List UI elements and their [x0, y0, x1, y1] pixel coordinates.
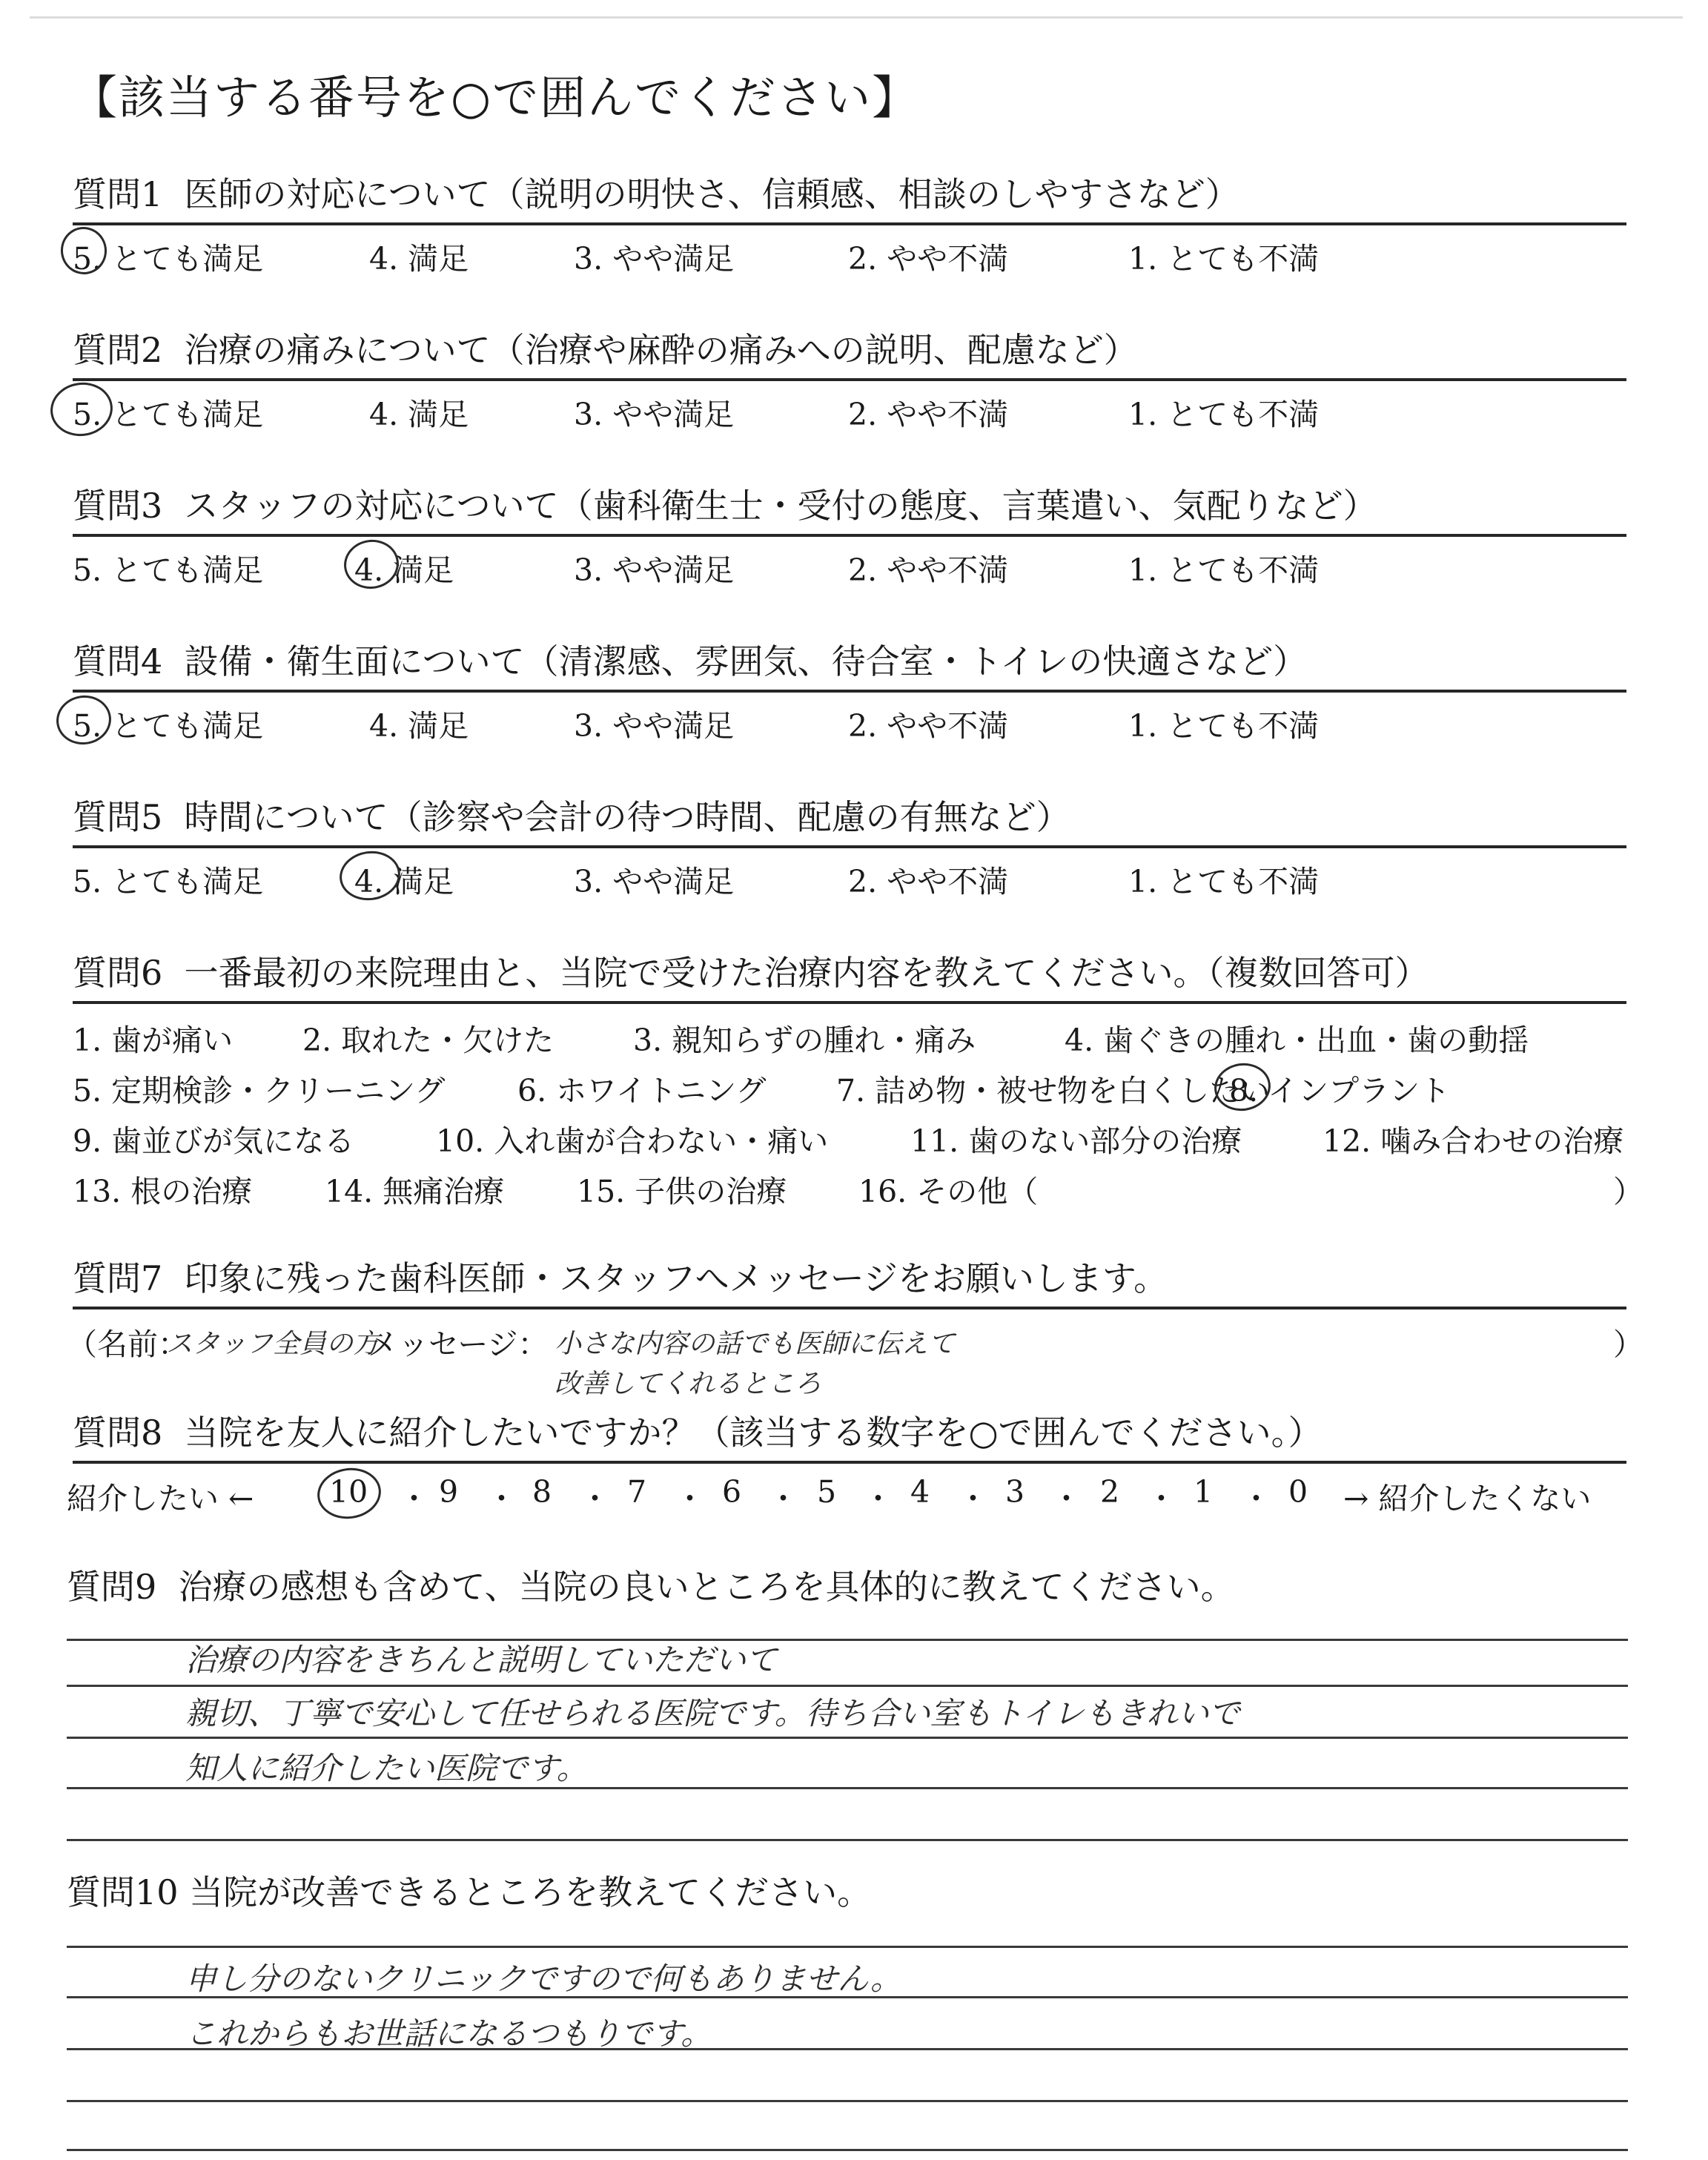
answer-rule: [67, 1839, 1628, 1841]
scale-dot: ・: [863, 1481, 893, 1516]
option-4[interactable]: 4. 満足: [369, 241, 469, 277]
reason-option[interactable]: 16. その他（: [858, 1174, 1039, 1209]
question-number: 質問10: [67, 1872, 179, 1912]
reason-option[interactable]: 9. 歯並びが気になる: [73, 1123, 355, 1159]
question-text: 治療の痛みについて（治療や麻酔の痛みへの説明、配慮など）: [184, 330, 1138, 370]
message-area: [67, 1309, 1644, 1406]
answer-rule: [67, 1737, 1628, 1739]
question-header: [73, 317, 1626, 381]
close-paren: ）: [1613, 1174, 1644, 1209]
answer-options: [73, 537, 1626, 590]
question-header: [73, 473, 1626, 537]
scale-dot: ・: [1146, 1481, 1176, 1516]
question-text: 時間について（診察や会計の待つ時間、配慮の有無など）: [184, 797, 1070, 837]
question-header: [73, 1246, 1626, 1309]
name-label: （名前：: [67, 1327, 188, 1362]
question-6: [73, 940, 1644, 1226]
question-number: 質問8: [73, 1413, 163, 1453]
answer-rule: [67, 1946, 1628, 1948]
option-5[interactable]: 5. とても満足: [73, 397, 264, 432]
scale-value[interactable]: 1: [1194, 1474, 1214, 1510]
reason-option[interactable]: 5. 定期検診・クリーニング: [73, 1073, 446, 1109]
scale-value[interactable]: 4: [910, 1474, 930, 1510]
question-text: 当院が改善できるところを教えてください。: [189, 1872, 872, 1912]
option-3[interactable]: 3. やや満足: [574, 241, 735, 277]
option-1[interactable]: 1. とても不満: [1128, 708, 1320, 744]
question-2: [73, 317, 1626, 435]
option-2[interactable]: 2. やや不満: [848, 552, 1009, 588]
question-header: [73, 1400, 1626, 1464]
answer-options: [73, 225, 1626, 279]
reason-option[interactable]: 15. 子供の治療: [577, 1174, 787, 1209]
option-5[interactable]: 5. とても満足: [73, 864, 264, 899]
scale-value[interactable]: 3: [1005, 1474, 1025, 1510]
question-10: [67, 1860, 1626, 1920]
option-1[interactable]: 1. とても不満: [1128, 864, 1320, 899]
answer-rule: [67, 1685, 1628, 1687]
reason-option[interactable]: 3. 親知らずの腫れ・痛み: [633, 1023, 976, 1058]
scale-value[interactable]: 8: [532, 1474, 552, 1510]
question-text: スタッフの対応について（歯科衛生士・受付の態度、言葉遣い、気配りなど）: [184, 486, 1377, 526]
option-5[interactable]: 5. とても満足: [73, 241, 264, 277]
scale-dot: ・: [1241, 1481, 1271, 1516]
question-number: 質問1: [73, 174, 163, 214]
reason-option[interactable]: 12. 噛み合わせの治療: [1323, 1123, 1624, 1159]
message-line-2[interactable]: 改善してくれるところ: [555, 1369, 822, 1399]
question-header: [67, 1860, 1626, 1920]
option-4[interactable]: 4. 満足: [354, 864, 454, 899]
option-2[interactable]: 2. やや不満: [848, 864, 1009, 899]
reason-option[interactable]: 1. 歯が痛い: [73, 1023, 234, 1058]
question-text: 医師の対応について（説明の明快さ、信頼感、相談のしやすさなど）: [184, 174, 1239, 214]
option-2[interactable]: 2. やや不満: [848, 397, 1009, 432]
question-text: 一番最初の来院理由と、当院で受けた治療内容を教えてください。（複数回答可）: [184, 953, 1429, 993]
answer-line[interactable]: これからもお世話になるつもりです。: [185, 2015, 712, 2052]
question-number: 質問4: [73, 641, 163, 681]
scan-top-edge: [30, 16, 1683, 19]
selection-circle: [314, 1464, 385, 1522]
answer-options: [73, 848, 1626, 902]
reason-options: [73, 1004, 1644, 1226]
scale-value[interactable]: 0: [1288, 1474, 1308, 1510]
page-title: 【該当する番号を○で囲んでください】: [71, 70, 920, 125]
question-number: 質問3: [73, 486, 163, 526]
scale-value[interactable]: 9: [439, 1474, 459, 1510]
reason-option[interactable]: 11. 歯のない部分の治療: [910, 1123, 1242, 1159]
reason-option[interactable]: 4. 歯ぐきの腫れ・出血・歯の動揺: [1065, 1023, 1529, 1058]
scale-value[interactable]: 10: [329, 1474, 368, 1510]
question-7: [67, 1246, 1644, 1406]
answer-options: [73, 381, 1626, 435]
name-value[interactable]: スタッフ全員の方: [166, 1329, 380, 1359]
reason-option[interactable]: 14. 無痛治療: [325, 1174, 505, 1209]
question-number: 質問5: [73, 797, 163, 837]
question-text: 印象に残った歯科医師・スタッフへメッセージをお願いします。: [184, 1258, 1168, 1298]
scale-dot: ・: [580, 1481, 610, 1516]
question-5: [73, 785, 1626, 902]
scale-value[interactable]: 6: [722, 1474, 742, 1510]
reason-option[interactable]: 10. 入れ歯が合わない・痛い: [436, 1123, 829, 1159]
question-header: [67, 1554, 1626, 1615]
reason-option[interactable]: 13. 根の治療: [73, 1174, 253, 1209]
option-1[interactable]: 1. とても不満: [1128, 241, 1320, 277]
reason-option[interactable]: 2. 取れた・欠けた: [302, 1023, 555, 1058]
option-4[interactable]: 4. 満足: [354, 552, 454, 588]
close-paren: ）: [1613, 1327, 1644, 1362]
question-4: [73, 629, 1626, 746]
scale-dot: ・: [675, 1481, 705, 1516]
scale-right-label: → 紹介したくない: [1343, 1481, 1592, 1516]
answer-options: [73, 693, 1626, 746]
question-text: 治療の感想も含めて、当院の良いところを具体的に教えてください。: [178, 1567, 1235, 1607]
question-3: [73, 473, 1626, 590]
question-header: [73, 629, 1626, 693]
question-number: 質問7: [73, 1258, 163, 1298]
question-number: 質問2: [73, 330, 163, 370]
question-header: [73, 940, 1626, 1004]
reason-option[interactable]: 6. ホワイトニング: [517, 1073, 767, 1109]
scale-value[interactable]: 7: [627, 1474, 647, 1510]
question-text: 設備・衛生面について（清潔感、雰囲気、待合室・トイレの快適さなど）: [184, 641, 1308, 681]
recommend-scale: [67, 1464, 1626, 1523]
option-3[interactable]: 3. やや満足: [574, 708, 735, 744]
option-1[interactable]: 1. とても不満: [1128, 552, 1320, 588]
reason-option[interactable]: 8. インプラント: [1229, 1073, 1451, 1109]
question-1: [73, 162, 1626, 279]
option-2[interactable]: 2. やや不満: [848, 708, 1009, 744]
question-header: [73, 162, 1626, 225]
scale-dot: ・: [958, 1481, 988, 1516]
question-number: 質問9: [67, 1567, 157, 1607]
option-1[interactable]: 1. とても不満: [1128, 397, 1320, 432]
scale-dot: ・: [1051, 1481, 1082, 1516]
scale-dot: ・: [486, 1481, 517, 1516]
scale-value[interactable]: 5: [817, 1474, 837, 1510]
option-5[interactable]: 5. とても満足: [73, 552, 264, 588]
answer-line[interactable]: 知人に紹介したい医院です。: [185, 1750, 588, 1786]
scale-left-label: 紹介したい ←: [67, 1481, 254, 1516]
scale-value[interactable]: 2: [1100, 1474, 1120, 1510]
message-label: メッセージ：: [368, 1327, 549, 1362]
question-9: [67, 1554, 1626, 1615]
answer-line[interactable]: 親切、丁寧で安心して任せられる医院です。待ち合い室もトイレもきれいで: [185, 1695, 1240, 1731]
answer-line[interactable]: 申し分のないクリニックですので何もありません。: [185, 1961, 902, 1997]
scale-dot: ・: [768, 1481, 798, 1516]
answer-rule: [67, 2149, 1628, 2151]
option-3[interactable]: 3. やや満足: [574, 397, 735, 432]
question-text: 当院を友人に紹介したいですか？（該当する数字を○で囲んでください。）: [184, 1413, 1323, 1453]
option-3[interactable]: 3. やや満足: [574, 864, 735, 899]
option-5[interactable]: 5. とても満足: [73, 708, 264, 744]
option-4[interactable]: 4. 満足: [369, 397, 469, 432]
option-2[interactable]: 2. やや不満: [848, 241, 1009, 277]
question-8: [67, 1400, 1626, 1523]
reason-option[interactable]: 7. 詰め物・被せ物を白くしたい: [836, 1073, 1271, 1109]
scale-dot: ・: [399, 1481, 429, 1516]
question-number: 質問6: [73, 953, 163, 993]
message-line-1[interactable]: 小さな内容の話でも医師に伝えて: [555, 1329, 956, 1359]
answer-rule: [67, 2100, 1628, 2102]
option-3[interactable]: 3. やや満足: [574, 552, 735, 588]
question-header: [73, 785, 1626, 848]
answer-line[interactable]: 治療の内容をきちんと説明していただいて: [185, 1642, 778, 1678]
option-4[interactable]: 4. 満足: [369, 708, 469, 744]
